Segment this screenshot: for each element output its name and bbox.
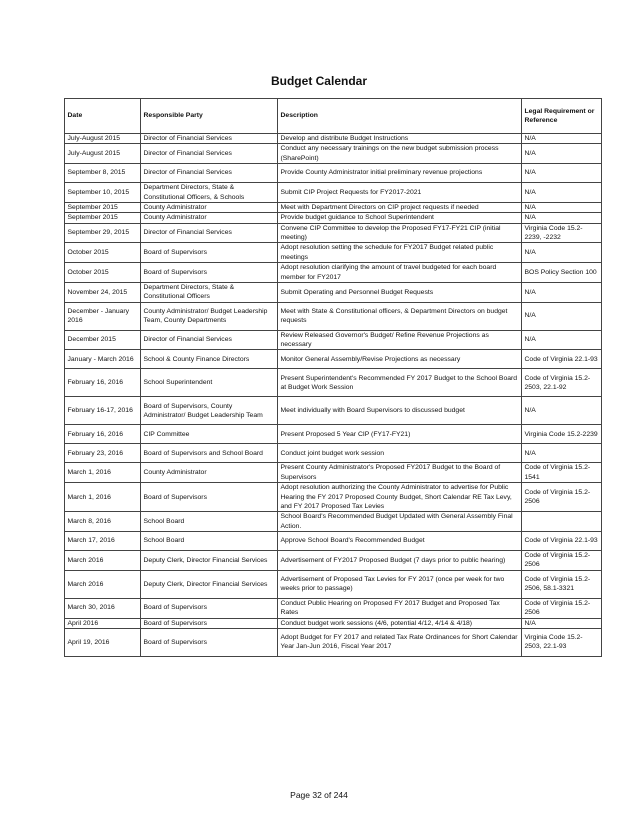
cell-responsible-party: Board of Supervisors and School Board [141, 444, 278, 463]
budget-calendar-table [64, 98, 602, 657]
cell-description: Review Released Governor's Budget/ Refine Revenue Projections as necessary [278, 330, 522, 350]
cell-responsible-party: County Administrator/ Budget Leadership Team, County Departments [141, 302, 278, 330]
cell-legal-reference: N/A [522, 202, 602, 212]
cell-responsible-party: Board of Supervisors [141, 483, 278, 512]
cell-legal-reference: N/A [522, 134, 602, 144]
table-row [65, 243, 602, 263]
cell-legal-reference: Virginia Code 15.2-2239, -2232 [522, 223, 602, 243]
cell-responsible-party: County Administrator [141, 213, 278, 223]
table-row [65, 144, 602, 164]
cell-date: September 2015 [65, 202, 141, 212]
cell-description: Adopt Budget for FY 2017 and related Tax Rate Ordinances for Short Calendar Year Jan-Jun 2016, Fiscal Year 2017 [278, 628, 522, 656]
table-row [65, 397, 602, 425]
cell-legal-reference: N/A [522, 213, 602, 223]
cell-date: January - March 2016 [65, 350, 141, 369]
table-row [65, 302, 602, 330]
cell-responsible-party: Director of Financial Services [141, 164, 278, 183]
cell-legal-reference: N/A [522, 164, 602, 183]
cell-responsible-party: Deputy Clerk, Director Financial Services [141, 570, 278, 598]
cell-legal-reference: Code of Virginia 15.2-2506 [522, 483, 602, 512]
cell-date: July-August 2015 [65, 144, 141, 164]
cell-description: Provide County Administrator initial preliminary revenue projections [278, 164, 522, 183]
cell-description: Meet with Department Directors on CIP project requests if needed [278, 202, 522, 212]
cell-responsible-party: Department Directors, State & Constitutional Officers, & Schools [141, 183, 278, 203]
cell-date: March 30, 2016 [65, 598, 141, 618]
table-row [65, 330, 602, 350]
table-row [65, 164, 602, 183]
cell-legal-reference: N/A [522, 183, 602, 203]
table-row [65, 532, 602, 551]
cell-responsible-party: County Administrator [141, 463, 278, 483]
cell-date: September 2015 [65, 213, 141, 223]
table-row [65, 263, 602, 283]
cell-description: Present Proposed 5 Year CIP (FY17-FY21) [278, 425, 522, 444]
table-row [65, 223, 602, 243]
cell-legal-reference: Code of Virginia 15.2-1541 [522, 463, 602, 483]
cell-description: Meet individually with Board Supervisors to discussed budget [278, 397, 522, 425]
document-title: Budget Calendar [270, 74, 367, 88]
table-row [65, 598, 602, 618]
cell-date: October 2015 [65, 263, 141, 283]
cell-date: July-August 2015 [65, 134, 141, 144]
cell-description: Present Superintendent's Recommended FY 2017 Budget to the School Board at Budget Work Session [278, 369, 522, 397]
table-row [65, 369, 602, 397]
table-row [65, 618, 602, 628]
cell-description: Advertisement of FY2017 Proposed Budget (7 days prior to public hearing) [278, 551, 522, 571]
cell-legal-reference: Code of Virginia 22.1-93 [522, 532, 602, 551]
cell-description: Submit CIP Project Requests for FY2017-2021 [278, 183, 522, 203]
cell-date: December 2015 [65, 330, 141, 350]
cell-responsible-party: Director of Financial Services [141, 330, 278, 350]
cell-responsible-party: CIP Committee [141, 425, 278, 444]
cell-legal-reference: N/A [522, 144, 602, 164]
cell-description: Convene CIP Committee to develop the Proposed FY17-FY21 CIP (initial meeting) [278, 223, 522, 243]
cell-date: September 10, 2015 [65, 183, 141, 203]
cell-legal-reference [522, 512, 602, 532]
cell-responsible-party: Director of Financial Services [141, 223, 278, 243]
cell-legal-reference: N/A [522, 243, 602, 263]
table-row [65, 350, 602, 369]
cell-responsible-party: County Administrator [141, 202, 278, 212]
cell-description: Monitor General Assembly/Revise Projections as necessary [278, 350, 522, 369]
cell-legal-reference: Code of Virginia 22.1-93 [522, 350, 602, 369]
cell-description: Conduct Public Hearing on Proposed FY 2017 Budget and Proposed Tax Rates [278, 598, 522, 618]
cell-responsible-party: Board of Supervisors [141, 243, 278, 263]
cell-responsible-party: School Board [141, 512, 278, 532]
cell-responsible-party: Department Directors, State & Constitutional Officers [141, 282, 278, 302]
cell-description: Provide budget guidance to School Superintendent [278, 213, 522, 223]
header-description: Description [278, 99, 522, 134]
cell-date: March 8, 2016 [65, 512, 141, 532]
cell-date: March 17, 2016 [65, 532, 141, 551]
table-row [65, 444, 602, 463]
cell-legal-reference: Code of Virginia 15.2-2503, 22.1-92 [522, 369, 602, 397]
table-body [65, 134, 602, 657]
cell-description: Present County Administrator's Proposed FY2017 Budget to the Board of Supervisors [278, 463, 522, 483]
cell-responsible-party: Board of Supervisors [141, 263, 278, 283]
cell-description: Conduct budget work sessions (4/6, potential 4/12, 4/14 & 4/18) [278, 618, 522, 628]
table-row [65, 628, 602, 656]
cell-description: Adopt resolution clarifying the amount of travel budgeted for each board member for FY2017 [278, 263, 522, 283]
cell-legal-reference: Code of Virginia 15.2-2506, 58.1-3321 [522, 570, 602, 598]
page-number: Page 32 of 244 [290, 790, 348, 800]
table-header-row [65, 99, 602, 134]
cell-legal-reference: N/A [522, 330, 602, 350]
cell-date: March 1, 2016 [65, 483, 141, 512]
cell-responsible-party: School & County Finance Directors [141, 350, 278, 369]
cell-responsible-party: Board of Supervisors [141, 628, 278, 656]
table-row [65, 213, 602, 223]
table-row [65, 425, 602, 444]
cell-responsible-party: Deputy Clerk, Director Financial Services [141, 551, 278, 571]
cell-legal-reference: N/A [522, 618, 602, 628]
table-row [65, 282, 602, 302]
cell-legal-reference: N/A [522, 397, 602, 425]
cell-date: February 16, 2016 [65, 369, 141, 397]
cell-description: Adopt resolution authorizing the County Administrator to advertise for Public Hearing the FY 2017 Proposed County Budget, Short Calendar RE Tax Levy, and FY 2017 Proposed Tax Levies [278, 483, 522, 512]
table-row [65, 512, 602, 532]
cell-responsible-party: Director of Financial Services [141, 134, 278, 144]
header-legal-reference: Legal Requirement or Reference [522, 99, 602, 134]
cell-date: March 2016 [65, 570, 141, 598]
cell-legal-reference: Virginia Code 15.2-2503, 22.1-93 [522, 628, 602, 656]
cell-description: Conduct any necessary trainings on the new budget submission process (SharePoint) [278, 144, 522, 164]
cell-date: December - January 2016 [65, 302, 141, 330]
cell-responsible-party: School Superintendent [141, 369, 278, 397]
cell-date: March 1, 2016 [65, 463, 141, 483]
cell-description: Develop and distribute Budget Instructions [278, 134, 522, 144]
cell-description: Meet with State & Constitutional officers, & Department Directors on budget requests [278, 302, 522, 330]
cell-description: Advertisement of Proposed Tax Levies for FY 2017 (once per week for two weeks prior to passage) [278, 570, 522, 598]
cell-description: Approve School Board's Recommended Budget [278, 532, 522, 551]
table-row [65, 134, 602, 144]
cell-legal-reference: Code of Virginia 15.2-2506 [522, 551, 602, 571]
cell-date: March 2016 [65, 551, 141, 571]
cell-legal-reference: BOS Policy Section 100 [522, 263, 602, 283]
cell-legal-reference: Virginia Code 15.2-2239 [522, 425, 602, 444]
cell-responsible-party: Board of Supervisors, County Administrator/ Budget Leadership Team [141, 397, 278, 425]
cell-date: February 16-17, 2016 [65, 397, 141, 425]
cell-date: February 16, 2016 [65, 425, 141, 444]
table-row [65, 551, 602, 571]
table-row [65, 570, 602, 598]
table-row [65, 183, 602, 203]
table-row [65, 463, 602, 483]
cell-date: April 19, 2016 [65, 628, 141, 656]
header-date: Date [65, 99, 141, 134]
cell-responsible-party: Board of Supervisors [141, 598, 278, 618]
table-row [65, 202, 602, 212]
cell-legal-reference: N/A [522, 444, 602, 463]
cell-date: April 2016 [65, 618, 141, 628]
cell-date: September 29, 2015 [65, 223, 141, 243]
cell-legal-reference: N/A [522, 302, 602, 330]
header-responsible-party: Responsible Party [141, 99, 278, 134]
cell-description: Submit Operating and Personnel Budget Requests [278, 282, 522, 302]
cell-description: Adopt resolution setting the schedule for FY2017 Budget related public meetings [278, 243, 522, 263]
cell-description: School Board's Recommended Budget Updated with General Assembly Final Action. [278, 512, 522, 532]
table-row [65, 483, 602, 512]
cell-legal-reference: N/A [522, 282, 602, 302]
cell-date: October 2015 [65, 243, 141, 263]
cell-responsible-party: Board of Supervisors [141, 618, 278, 628]
cell-responsible-party: School Board [141, 532, 278, 551]
cell-date: November 24, 2015 [65, 282, 141, 302]
cell-description: Conduct joint budget work session [278, 444, 522, 463]
cell-date: February 23, 2016 [65, 444, 141, 463]
cell-responsible-party: Director of Financial Services [141, 144, 278, 164]
cell-date: September 8, 2015 [65, 164, 141, 183]
cell-legal-reference: Code of Virginia 15.2-2506 [522, 598, 602, 618]
